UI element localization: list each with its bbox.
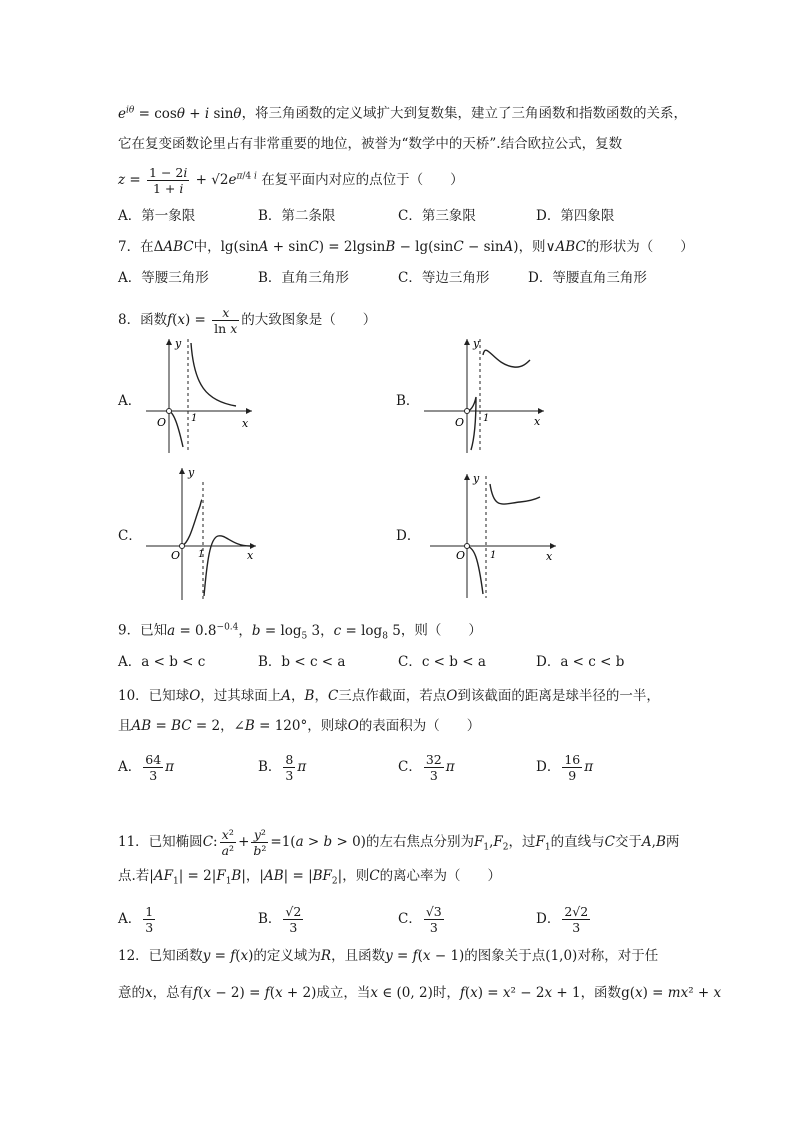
graph-d-origin-label: O bbox=[456, 549, 466, 562]
intro-line-3: z = $\frac{1 - 2i}{1 + i}$ + $√2e^{\pi/4 i}$ 在复平面内对应的点位于（ ） bbox=[118, 165, 464, 196]
q11-option-c: C． $\frac{√3}{3}$ bbox=[398, 904, 442, 935]
graph-b-y-label: y bbox=[473, 337, 480, 350]
complex-formula: z = $\frac{1 - 2i}{1 + i}$ + $√2e^{\pi/4 i}$ bbox=[118, 165, 257, 196]
q7-option-c: C．等边三角形 bbox=[398, 270, 490, 286]
q10-line-1: 10．已知球O，过其球面上A，B，C三点作截面，若点O到该截面的距离是球半径的一半， bbox=[118, 688, 660, 704]
q11-ellipse: C: $\frac{\text{x²}}{\text{a²}}$ + $\frac{\text{y²}}{\text{b²}}$ =1(a > b > 0) bbox=[202, 827, 366, 858]
graph-b-label: B． bbox=[396, 393, 420, 409]
q11-line-2: 点.若$|AF_1| = 2|F_1B|$，$|AB| = |BF_2|$，则C的离心率为（ ） bbox=[118, 868, 502, 887]
q12-line-1: 12．已知函数y = f(x)的定义域为R，且函数y = f(x − 1)的图象关于点(1,0)对称，对于任 bbox=[118, 948, 659, 964]
graph-a-origin-label: O bbox=[157, 416, 167, 429]
q10-line-2: 且AB = BC = 2，∠B = 120°，则球O的表面积为（ ） bbox=[118, 718, 481, 734]
graph-a-label: A． bbox=[118, 393, 142, 409]
q7-stem: 7．在ΔABC中，lg(sinA + sinC) = 2lgsinB − lg(sinC − sinA)，则∨ABC的形状为（ ） bbox=[118, 239, 694, 255]
intro-line-1: $e^{i\theta} = \cos\theta + i$ sinθ，将三角函数的定义域扩大到复数集，建立了三角函数和指数函数的关系， bbox=[118, 105, 688, 122]
graph-b bbox=[424, 335, 548, 455]
q7-equation: lg(sinA + sinC) = 2lgsinB − lg(sinC − sinA) bbox=[220, 239, 519, 255]
q8-function: f(x) = $\frac{x}{\text{ln x}}$ bbox=[167, 305, 238, 336]
q7-option-a: A．等腰三角形 bbox=[118, 270, 209, 286]
graph-d bbox=[430, 470, 560, 600]
q9-stem: 9．已知$a = 0.8^{-0.4}$，$b = \log_5 3$，$c = \log_8 5$，则（ ） bbox=[118, 622, 482, 642]
q12-line-2: 意的x，总有f(x − 2) = f(x + 2)成立，当x ∈ (0, 2)时，f(x) = x² − 2x + 1，函数g(x) = mx² + x bbox=[118, 985, 722, 1001]
graph-d-y-label: y bbox=[473, 472, 480, 485]
graph-d-x-label: x bbox=[546, 550, 553, 563]
graph-c-one-label: 1 bbox=[198, 549, 205, 560]
q6-option-b: B．第二条限 bbox=[258, 208, 336, 224]
graph-b-x-label: x bbox=[534, 415, 541, 428]
graph-b-one-label: 1 bbox=[483, 413, 490, 424]
q10-option-d: D． $\frac{16}{9}$ π bbox=[536, 752, 594, 783]
q6-option-c: C．第三象限 bbox=[398, 208, 476, 224]
q10-option-c: C． $\frac{32}{3}$ π bbox=[398, 752, 455, 783]
graph-c-y-label: y bbox=[188, 466, 195, 479]
q9-option-a: A．a < b < c bbox=[118, 654, 206, 670]
intro-line-2: 它在复变函数论里占有非常重要的地位，被誉为“数学中的天桥”.结合欧拉公式，复数 bbox=[118, 136, 623, 152]
graph-a-x-label: x bbox=[242, 417, 249, 430]
graph-a bbox=[146, 335, 256, 455]
q11-option-d: D． $\frac{2√2}{3}$ bbox=[536, 904, 589, 935]
graph-a-one-label: 1 bbox=[191, 413, 198, 424]
graph-a-y-label: y bbox=[175, 337, 182, 350]
q9-option-c: C．c < b < a bbox=[398, 654, 486, 670]
q11-option-b: B． $\frac{√2}{3}$ bbox=[258, 904, 302, 935]
graph-c-origin-label: O bbox=[171, 549, 181, 562]
q9-option-d: D．a < c < b bbox=[536, 654, 625, 670]
q7-triangle: ΔABC bbox=[153, 239, 194, 255]
q7-option-b: B．直角三角形 bbox=[258, 270, 349, 286]
q11-line-1: 11．已知椭圆C: $\frac{\text{x²}}{\text{a²}}$ + $\frac{\text{y²}}{\text{b²}}$ =1(a > b > 0)的左右焦点分别为$F_1,F_2$，过$F_1$的直线与C交于A,B两 bbox=[118, 827, 680, 858]
graph-d-label: D． bbox=[396, 528, 421, 544]
q6-option-a: A．第一象限 bbox=[118, 208, 196, 224]
graph-b-origin-label: O bbox=[455, 416, 465, 429]
q7-option-d: D．等腰直角三角形 bbox=[528, 270, 647, 286]
q10-option-a: A． $\frac{64}{3}$ π bbox=[118, 752, 175, 783]
euler-formula: $e^{i\theta} = \cos\theta + i$ sinθ bbox=[118, 105, 242, 122]
q8-stem: 8．函数f(x) = $\frac{x}{\text{ln x}}$ 的大致图象是（ ） bbox=[118, 305, 377, 336]
graph-c bbox=[146, 462, 260, 602]
q6-option-d: D．第四象限 bbox=[536, 208, 615, 224]
q10-option-b: B． $\frac{8}{3}$ π bbox=[258, 752, 307, 783]
q9-values: $a = 0.8^{-0.4}$，$b = \log_5 3$，$c = \log_8 5$ bbox=[167, 622, 401, 642]
graph-c-x-label: x bbox=[247, 549, 254, 562]
graph-d-one-label: 1 bbox=[490, 550, 497, 561]
q9-option-b: B．b < c < a bbox=[258, 654, 346, 670]
graph-c-label: C． bbox=[118, 528, 142, 544]
q11-option-a: A． $\frac{1}{3}$ bbox=[118, 904, 154, 935]
